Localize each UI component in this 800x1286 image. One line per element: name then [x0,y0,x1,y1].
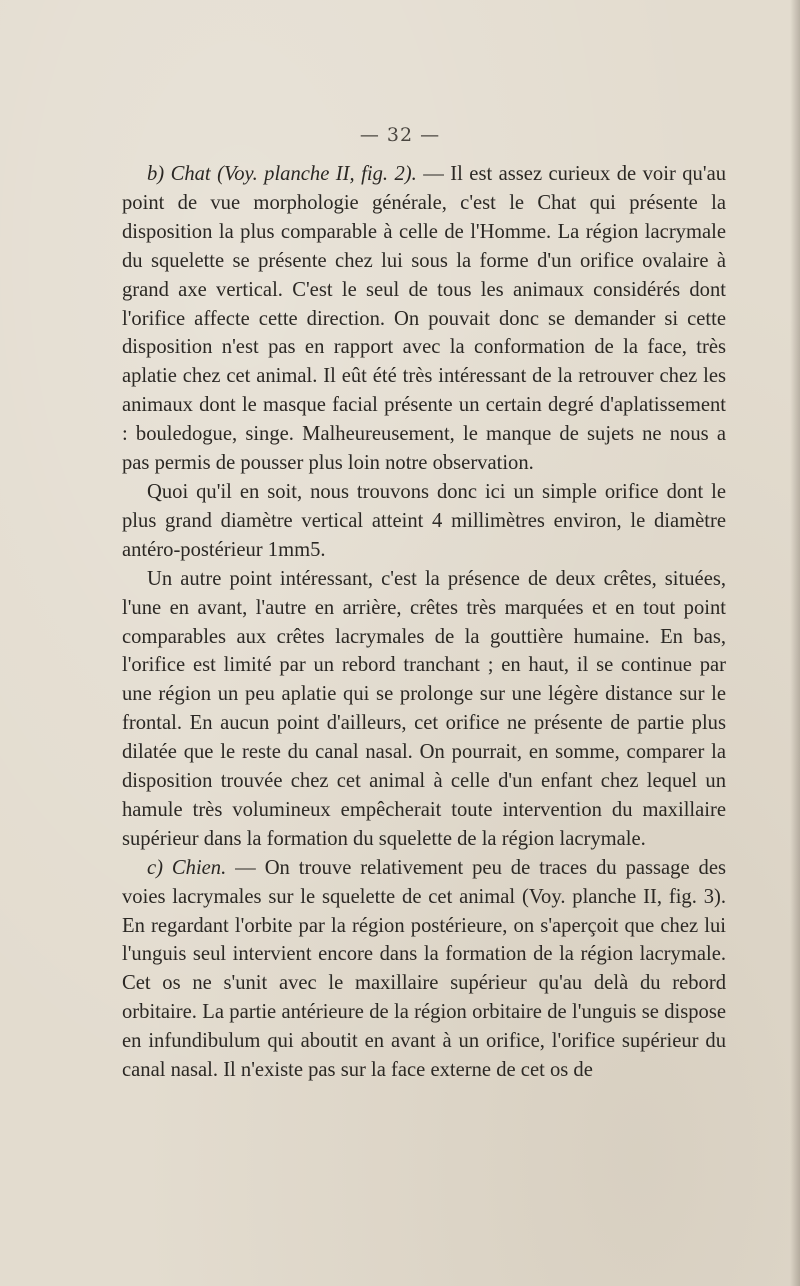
paragraph [122,565,726,854]
paragraph-body: — On trouve relativement peu de traces du passage des voies lacrymales sur le squelette de cet animal (Voy. planche II, fig. 3). En regardant l'orbite par la région postérieure, on s'aperçoit que chez lui l'unguis seul intervient encore dans la formation de la région lacrymale. Cet os ne s'unit avec le maxillaire supérieur qu'au delà du rebord orbitaire. La partie antérieure de la région orbitaire de l'unguis se dispose en infundibulum qui aboutit en avant à un orifice, l'orifice supérieur du canal nasal. Il n'existe pas sur la face externe de cet os de [122,856,726,1082]
page-edge-shadow [790,0,800,1286]
paragraph [122,160,726,478]
paragraph-body: — Il est assez curieux de voir qu'au point de vue morphologie générale, c'est le Chat qui présente la disposition la plus comparable à celle de l'Homme. La région lacrymale du squelette se présente chez lui sous la forme d'un orifice ovalaire à grand axe vertical. C'est le seul de tous les animaux considérés dont l'orifice affecte cette direction. On pouvait donc se demander si cette disposition n'est pas en rapport avec la conformation de la face, très aplatie chez cet animal. Il eût été très intéressant de la retrouver chez les animaux dont le masque facial présente un certain degré d'aplatissement : bouledogue, singe. Malheureusement, le manque de sujets ne nous a pas permis de pousser plus loin notre observation. [122,163,727,475]
paragraph [122,478,726,565]
paragraph-lead: b) Chat (Voy. planche II, fig. 2). [147,163,417,185]
paragraph-body: Un autre point intéressant, c'est la présence de deux crêtes, situées, l'une en avant, l'autre en arrière, crêtes très marquées et en tout point comparables aux crêtes lacrymales de la gouttière humaine. En bas, l'orifice est limité par un rebord tranchant ; en haut, il se continue par une région un peu aplatie qui se prolonge sur une légère distance sur le frontal. En aucun point d'ailleurs, cet orifice ne présente de partie plus dilatée que le reste du canal nasal. On pourrait, en somme, comparer la disposition trouvée chez cet animal à celle d'un enfant chez lequel un hamule très volumineux empêcherait toute intervention du maxillaire supérieur dans la formation du squelette de la région lacrymale. [122,567,726,850]
paragraph [122,854,726,1085]
body-text [122,160,726,1085]
page-number: — 32 — [359,124,441,146]
paragraph-lead: c) Chien. [147,856,227,879]
paragraph-body: Quoi qu'il en soit, nous trouvons donc ici un simple orifice dont le plus grand diamètre vertical atteint 4 millimètres environ, le diamètre antéro-postérieur 1mm5. [122,480,726,561]
